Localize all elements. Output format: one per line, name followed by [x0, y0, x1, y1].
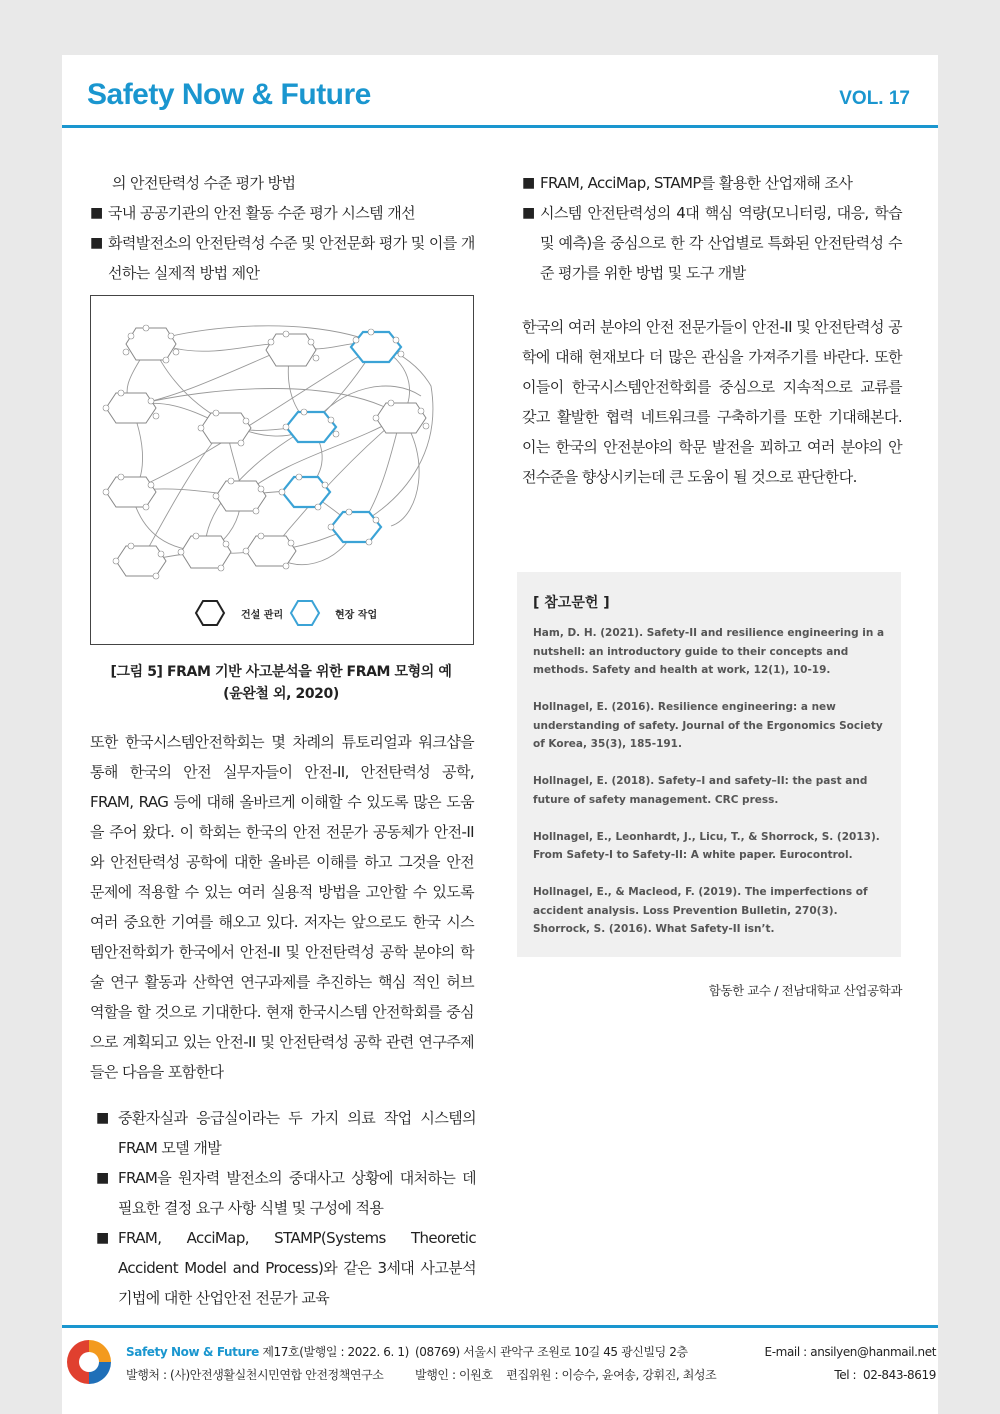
page — [62, 55, 938, 1414]
reference-item: Hollnagel, E. (2018). Safety–I and safety–II: the past and future of safety management. CRC press. — [533, 775, 868, 806]
list-item: ■ FRAM, AcciMap, STAMP를 활용한 산업재해 조사 — [522, 168, 902, 198]
bullet-square-icon: ■ — [96, 1170, 109, 1186]
header-divider — [62, 125, 938, 128]
footer-publication — [126, 1342, 409, 1385]
list-item: ■ 국내 공공기관의 안전 활동 수준 평가 시스템 개선 — [90, 198, 480, 228]
bullet-square-icon: ■ — [90, 235, 103, 251]
footer-publisher: 발행처 : (사)안전생활실천시민연합 안전정책연구소 — [126, 1368, 384, 1382]
volume-number: VOL. 17 — [839, 88, 910, 109]
right-top-list — [522, 168, 902, 288]
left-body-paragraph: 또한 한국시스템안전학회는 몇 차례의 튜토리얼과 워크샵을 통해 한국의 안전 실무자들이 안전-II, 안전탄력성 공학, FRAM, RAG 등에 대해 올바르게 이해할 수 있도록 많은 도움을 주어 왔다. 이 학회는 한국의 안전 전문가 공동체가 안전-II와 안전탄력성 공학에 대한 올바른 이해를 하고 그것을 안전 문제에 적용할 수 있는 여러 실용적 방법을 고안할 수 있도록 여러 중요한 기여를 해오고 있다. 저자는 앞으로도 한국 시스템안전학회가 한국에서 안전-II 및 안전탄력성 공학 분야의 학술 연구 활동과 산학연 연구과제를 추진하는 핵심 적인 허브 역할을 할 것으로 기대한다. 현재 한국시스템 안전학회를 중심으로 계획되고 있는 안전-II 및 안전탄력성 공학 관련 연구주제들은 다음을 포함한다 — [90, 733, 474, 1081]
right-body-paragraph: 한국의 여러 분야의 안전 전문가들이 안전-II 및 안전탄력성 공학에 대해 현재보다 더 많은 관심을 가져주기를 바란다. 또한 이들이 한국시스템안전학회를 중심으로 지속적으로 교류를 갖고 활발한 협력 네트워크를 구축하기를 또한 기대해본다. 이는 한국의 안전분야의 학문 발전을 꾀하고 여러 분야의 안전수준을 향상시키는데 큰 도움이 될 것으로 판단한다. — [522, 318, 902, 486]
legend-construction-swatch — [196, 601, 224, 625]
newsletter-title: Safety Now & Future — [87, 78, 371, 111]
footer-email[interactable]: E-mail : ansilyen@hanmail.net — [764, 1345, 936, 1359]
bullet-square-icon: ■ — [90, 205, 103, 221]
reference-item: Hollnagel, E. (2016). Resilience engineering: a new understanding of safety. Journal of the Ergonomics Society of Korea, 35(3), 185-191. — [533, 701, 883, 750]
organization-logo-icon — [64, 1337, 114, 1387]
bullet-square-icon: ■ — [522, 175, 535, 191]
reference-item: Ham, D. H. (2021). Safety-II and resilience engineering in a nutshell: an introductory guide to their concepts and methods. Safety and health at work, 12(1), 10-19. — [533, 627, 885, 676]
bullet-square-icon: ■ — [522, 205, 535, 221]
legend — [196, 601, 377, 625]
footer-editors: 발행인 : 이원호 편집위원 : 이승수, 윤여송, 강휘진, 최성조 — [415, 1368, 717, 1382]
references-list — [533, 624, 885, 939]
footer-brand: Safety Now & Future — [126, 1345, 259, 1359]
footer-divider — [62, 1325, 938, 1328]
list-item: ■ FRAM, AcciMap, STAMP(Systems Theoretic Accident Model and Process)와 같은 3세대 사고분석기법에 대한 산업안전 전문가 교육 — [96, 1223, 476, 1313]
list-item: ■ 시스템 안전탄력성의 4대 핵심 역량(모니터링, 대응, 학습 및 예측)을 중심으로 한 각 산업별로 특화된 안전탄력성 수준 평가를 위한 방법 및 도구 개발 — [522, 198, 902, 288]
list-item: ■ 중환자실과 응급실이라는 두 가지 의료 작업 시스템의 FRAM 모델 개발 — [96, 1103, 476, 1163]
fram-diagram — [91, 296, 473, 644]
list-item: ■ 화력발전소의 안전탄력성 수준 및 안전문화 평가 및 이를 개선하는 실제적 방법 제안 — [90, 228, 480, 288]
footer-address: (08769) 서울시 관악구 조원로 10길 45 광신빌딩 2층 — [415, 1345, 688, 1359]
bullet-square-icon: ■ — [96, 1110, 109, 1126]
references-box — [517, 572, 901, 957]
left-bottom-list — [96, 1103, 476, 1313]
reference-item: Hollnagel, E., Leonhardt, J., Licu, T., & Shorrock, S. (2013). From Safety-I to Safety-II: A white paper. Eurocontrol. — [533, 830, 880, 861]
figure-caption: [그림 5] FRAM 기반 사고분석을 위한 FRAM 모형의 예 (윤완철 외, 2020) — [110, 664, 452, 702]
author-credit: 함동한 교수 / 전남대학교 산업공학과 — [708, 983, 902, 998]
footer-address-block — [415, 1342, 716, 1385]
references-title: [ 참고문헌 ] — [533, 595, 610, 611]
fram-model-figure — [90, 295, 474, 645]
bullet-square-icon: ■ — [96, 1230, 109, 1246]
footer-tel: Tel : 02-843-8619 — [834, 1368, 936, 1382]
reference-item: Hollnagel, E., & Macleod, F. (2019). The imperfections of accident analysis. Loss Prevention Bulletin, 270(3). — [533, 886, 868, 917]
footer-issue: 제17호(발행일 : 2022. 6. 1) — [262, 1345, 409, 1359]
list-item-continuation: 의 안전탄력성 수준 평가 방법 — [112, 174, 296, 192]
footer-contact — [765, 1342, 936, 1385]
left-top-list — [90, 168, 480, 288]
legend-construction-label: 건설 관리 — [241, 610, 284, 621]
reference-item: Shorrock, S. (2016). What Safety-II isn’t. — [533, 923, 775, 935]
legend-field-swatch — [291, 601, 319, 625]
legend-field-label: 현장 작업 — [335, 610, 378, 621]
list-item: ■ FRAM을 원자력 발전소의 중대사고 상황에 대처하는 데 필요한 결정 요구 사항 식별 및 구성에 적용 — [96, 1163, 476, 1223]
